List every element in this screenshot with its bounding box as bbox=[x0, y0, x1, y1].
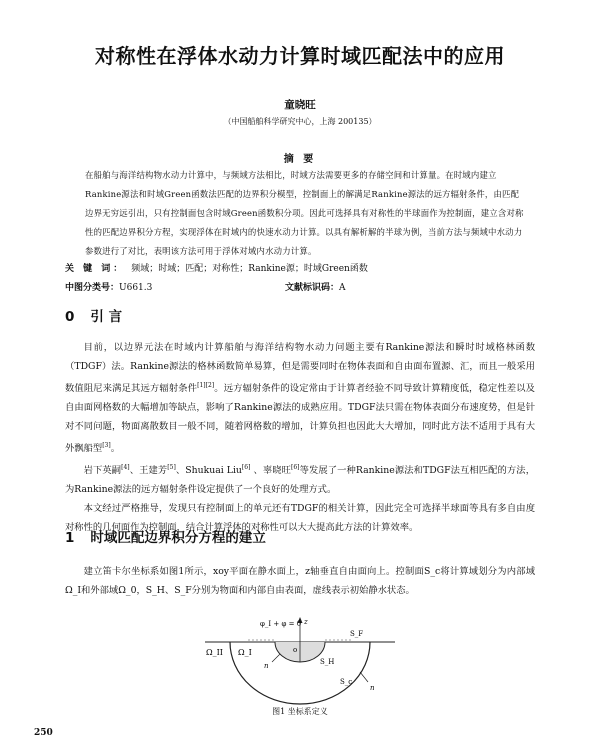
origin-label: o bbox=[293, 646, 298, 654]
omega-i-label: Ω_I bbox=[238, 648, 252, 657]
citation: [6] bbox=[291, 464, 300, 472]
author: 童晓旺 bbox=[284, 99, 316, 111]
affiliation: （中国船舶科学研究中心，上海 200135） bbox=[223, 117, 377, 126]
section-number: 1 bbox=[65, 530, 75, 546]
doc-code-value: A bbox=[339, 283, 346, 293]
intro-body bbox=[65, 338, 535, 537]
section-title: 引 言 bbox=[90, 309, 123, 325]
sh-label: S_H bbox=[320, 658, 335, 666]
section-heading-1 bbox=[65, 526, 266, 546]
intro-paragraph-2: 岩下英嗣[4]、王建芳[5]、Shukuai Liu[6] 、辜晓旺[6]等发展了一种Rankine源法和TDGF法互相匹配的方法，为Rankine源法的远方辐射条件设定提供了一个良好的处理方式。 bbox=[65, 464, 535, 496]
sf-label: S_F bbox=[350, 630, 364, 638]
normal-label: n bbox=[370, 684, 375, 692]
intro-paragraph-1: 目前，以边界元法在时域内计算船舶与海洋结构物水动力问题主要有Rankine源法和瞬时时域格林函数（TDGF）法。Rankine源法的格林函数简单易算，但是需要同时在物体表面和自由面布置源、汇，而且一般采用数值阻尼来满足其远方辐射条件[1][2]。远方辐射条件的设定常由于计算者经验不同导致计算精度低，稳定性差以及自由面网格数的大幅增加等缺点，影响了Rankine源法的成熟应用。TDGF法只需在物体表面分布速度势，但是针对不同问题，物面离散数目一般不同，随着网格数的增加，计算负担也因此大大增加，同时此方法不适用于具有大外飘船型[3]。 bbox=[65, 342, 535, 455]
section-heading-0 bbox=[65, 305, 122, 325]
normal-label: n bbox=[264, 662, 269, 670]
section1-body bbox=[65, 562, 535, 600]
normal-vector bbox=[360, 672, 368, 682]
abstract-text: 在船舶与海洋结构物水动力计算中，与频域方法相比，时域方法需要更多的存储空间和计算量。在时域内建立Rankine源法和时域Green函数法匹配的边界积分模型，控制面上的解满足Rankine源法的远方辐射条件，由匹配边界无穷远引出，只有控制面包含时域Green函数积分项。因此可选择具有对称性的半球面作为控制面，建立含对称性的匹配边界积分方程，实现浮体在时域内的快速水动力计算。以具有解析解的半球为例，当前方法与频域中水动力参数进行了对比，表明该方法可用于浮体对域内水动力计算。 bbox=[85, 170, 524, 256]
phi-label: φ_I + φ = 0 bbox=[260, 620, 302, 628]
classification-value: U661.3 bbox=[119, 283, 153, 293]
classification bbox=[65, 280, 152, 293]
omega-ii-label: Ω_II bbox=[206, 648, 223, 657]
citation: [6] bbox=[241, 464, 251, 472]
keywords-label: 关 键 词： bbox=[65, 264, 126, 274]
section1-paragraph: 建立笛卡尔坐标系如图1所示，xoy平面在静水面上，z轴垂直自由面向上。控制面S_c将计算域划分为内部域Ω_I和外部域Ω_0，S_H、S_F分别为物面和内部自由表面，虚线表示初始静水状态。 bbox=[65, 566, 535, 596]
citation: [4] bbox=[121, 464, 130, 472]
sc-label: S_c bbox=[340, 678, 353, 686]
citation: [1][2] bbox=[197, 382, 215, 389]
z-label: z bbox=[304, 618, 308, 626]
coordinate-figure bbox=[200, 612, 400, 712]
keywords bbox=[65, 261, 535, 274]
section-title: 时域匹配边界积分方程的建立 bbox=[90, 530, 266, 546]
classification-label: 中图分类号： bbox=[65, 283, 120, 293]
doc-code-label: 文献标识码： bbox=[285, 283, 340, 293]
section-number: 0 bbox=[65, 309, 75, 325]
normal-vector bbox=[272, 654, 280, 662]
doc-code bbox=[285, 280, 346, 293]
citation: [5] bbox=[167, 464, 176, 472]
page-number: 250 bbox=[34, 728, 53, 738]
keywords-text: 频域；时域；匹配；对称性；Rankine源；时域Green函数 bbox=[131, 264, 368, 274]
figure-caption: 图1 坐标系定义 bbox=[272, 707, 328, 716]
abstract-heading: 摘 要 bbox=[283, 154, 317, 165]
citation: [3] bbox=[102, 442, 111, 450]
intro-paragraph-3: 本文经过严格推导，发现只有控制面上的单元还有TDGF的相关计算，因此完全可选择半球面等具有多自由度对称性的几何面作为控制面，结合计算浮体的对称性可以大大提高此方法的计算效率。 bbox=[65, 503, 535, 534]
paper-title: 对称性在浮体水动力计算时域匹配法中的应用 bbox=[95, 44, 505, 68]
